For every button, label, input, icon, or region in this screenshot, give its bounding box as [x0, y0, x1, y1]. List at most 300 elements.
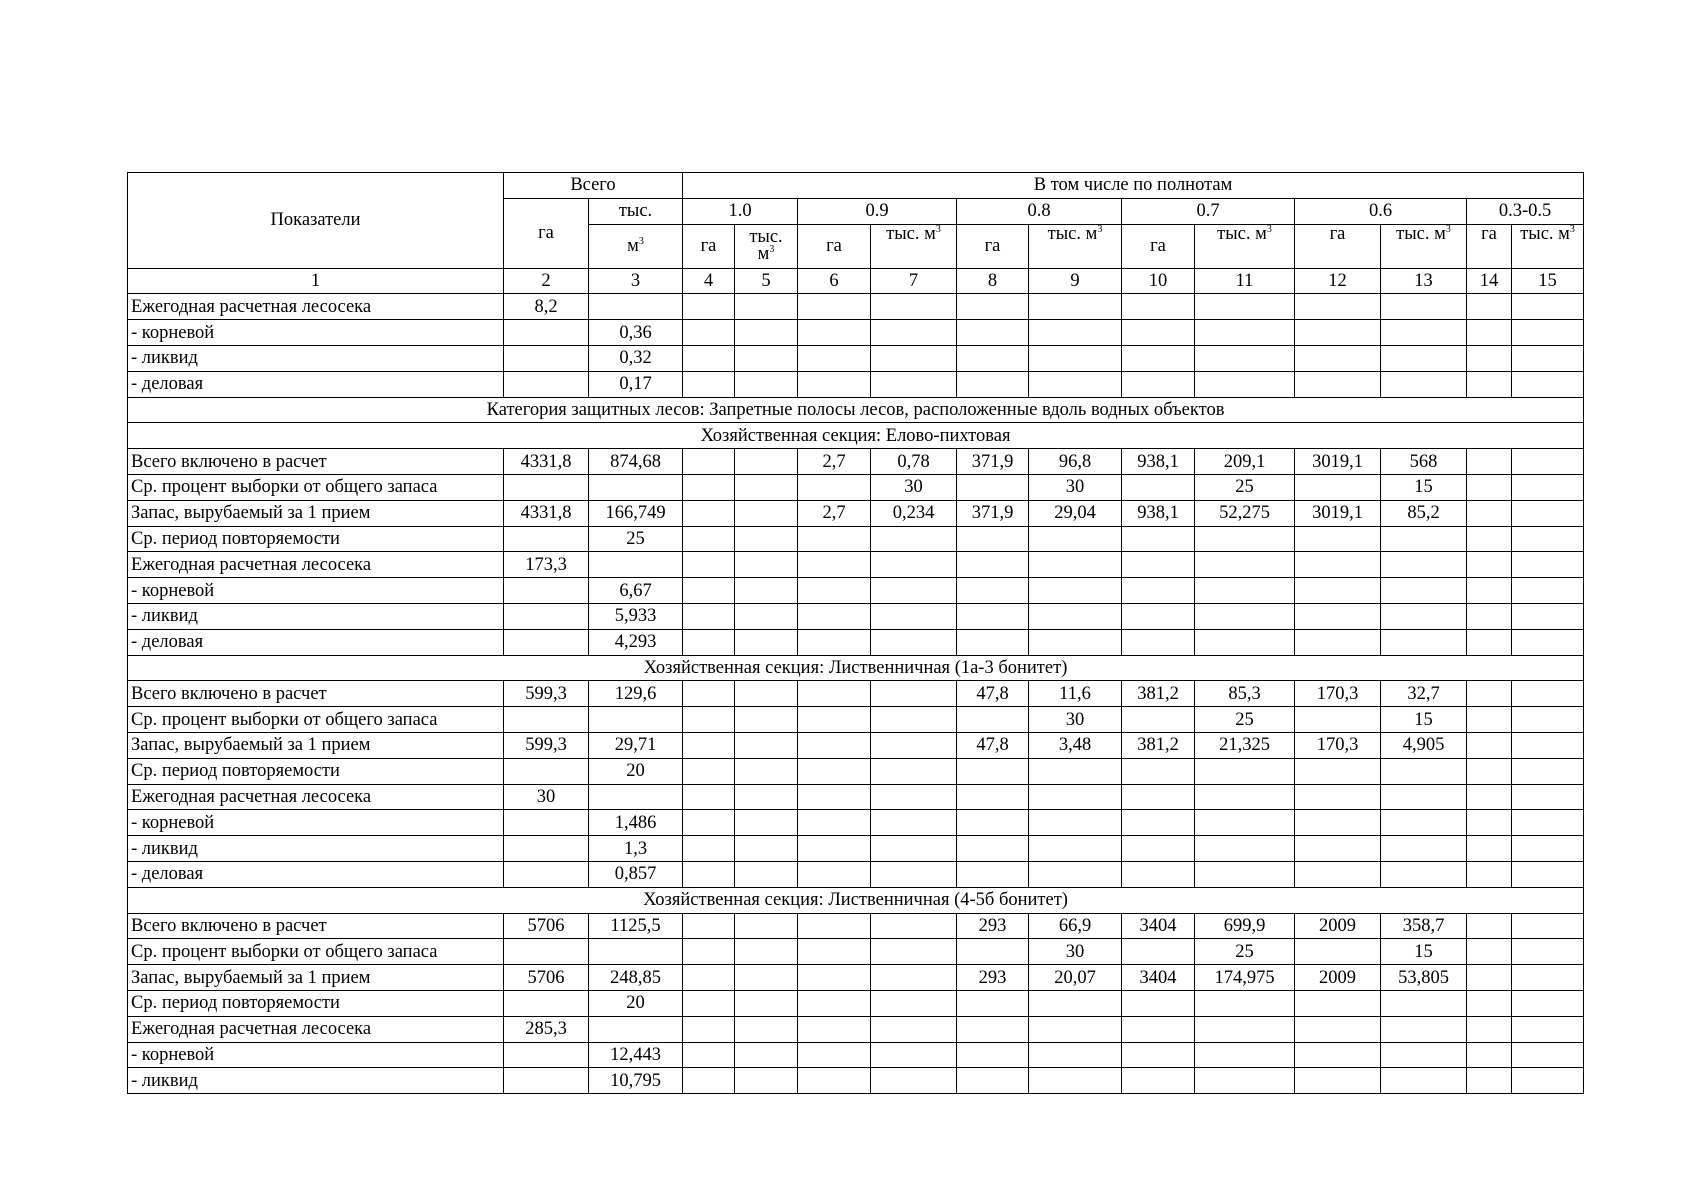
table-cell — [735, 732, 798, 758]
table-cell — [1195, 990, 1295, 1016]
table-cell — [1195, 1068, 1295, 1094]
table-cell — [504, 474, 589, 500]
table-cell — [957, 1042, 1029, 1068]
table-cell — [1512, 629, 1584, 655]
table-row — [128, 474, 1584, 500]
table-cell — [1029, 810, 1122, 836]
table-cell: 129,6 — [589, 681, 683, 707]
unit-header: тыс. $м^3$ — [871, 224, 957, 268]
density-header: 0.8 — [957, 198, 1122, 224]
total-thous-header: тыс. — [589, 198, 683, 224]
column-number: 4 — [683, 268, 735, 294]
table-cell — [683, 449, 735, 475]
table-cell — [1195, 810, 1295, 836]
table-cell: 5706 — [504, 913, 589, 939]
table-cell — [735, 965, 798, 991]
table-cell — [735, 603, 798, 629]
table-cell — [735, 449, 798, 475]
table-cell — [1381, 526, 1467, 552]
table-cell: 0,17 — [589, 371, 683, 397]
table-cell — [683, 707, 735, 733]
column-number: 12 — [1295, 268, 1381, 294]
table-cell — [683, 578, 735, 604]
table-cell — [1029, 526, 1122, 552]
table-cell — [1122, 371, 1195, 397]
table-row — [128, 629, 1584, 655]
table-cell — [1512, 320, 1584, 346]
table-cell — [1122, 861, 1195, 887]
table-cell — [504, 526, 589, 552]
table-cell: 25 — [1195, 474, 1295, 500]
table-cell — [1195, 320, 1295, 346]
table-cell — [504, 629, 589, 655]
table-cell: 874,68 — [589, 449, 683, 475]
header-row-1 — [128, 173, 1584, 199]
table-row — [128, 552, 1584, 578]
table-cell — [683, 1016, 735, 1042]
table-cell — [1195, 552, 1295, 578]
table-cell — [504, 1068, 589, 1094]
table-cell — [1467, 913, 1512, 939]
table-cell — [1122, 552, 1195, 578]
column-number: 14 — [1467, 268, 1512, 294]
table-cell: 3404 — [1122, 913, 1195, 939]
table-cell — [957, 578, 1029, 604]
table-cell — [957, 526, 1029, 552]
table-cell — [1295, 990, 1381, 1016]
table-cell — [798, 810, 871, 836]
table-cell — [589, 474, 683, 500]
table-cell — [957, 1016, 1029, 1042]
table-cell — [1029, 1042, 1122, 1068]
table-cell — [957, 990, 1029, 1016]
row-label: Запас, вырубаемый за 1 прием — [128, 732, 504, 758]
table-cell: 293 — [957, 965, 1029, 991]
table-cell — [1467, 1068, 1512, 1094]
row-label: Ср. процент выборки от общего запаса — [128, 474, 504, 500]
table-cell: 25 — [1195, 707, 1295, 733]
table-cell — [735, 990, 798, 1016]
row-label: Ср. период повторяемости — [128, 758, 504, 784]
table-cell — [957, 320, 1029, 346]
table-cell: 568 — [1381, 449, 1467, 475]
table-row — [128, 913, 1584, 939]
table-cell — [871, 939, 957, 965]
table-cell — [871, 836, 957, 862]
table-cell — [504, 990, 589, 1016]
table-cell — [798, 578, 871, 604]
table-cell — [957, 629, 1029, 655]
table-cell: 248,85 — [589, 965, 683, 991]
table-cell — [1512, 836, 1584, 862]
table-row — [128, 681, 1584, 707]
table-cell: 2009 — [1295, 965, 1381, 991]
table-cell — [1295, 836, 1381, 862]
table-cell — [1467, 603, 1512, 629]
table-cell — [683, 474, 735, 500]
table-row — [128, 603, 1584, 629]
column-number: 15 — [1512, 268, 1584, 294]
row-label: Ежегодная расчетная лесосека — [128, 1016, 504, 1042]
table-cell — [1512, 939, 1584, 965]
row-label: - деловая — [128, 629, 504, 655]
section-row — [128, 397, 1584, 423]
table-cell — [1195, 578, 1295, 604]
table-cell — [1467, 294, 1512, 320]
table-cell — [1467, 732, 1512, 758]
table-row — [128, 320, 1584, 346]
table-cell — [1381, 758, 1467, 784]
table-cell — [1467, 784, 1512, 810]
table-cell: 170,3 — [1295, 681, 1381, 707]
table-cell: 85,2 — [1381, 500, 1467, 526]
table-row — [128, 836, 1584, 862]
table-cell — [1467, 707, 1512, 733]
table-cell — [683, 939, 735, 965]
column-number: 11 — [1195, 268, 1295, 294]
table-cell — [871, 371, 957, 397]
table-cell: 30 — [1029, 707, 1122, 733]
table-cell — [1467, 861, 1512, 887]
table-cell: 174,975 — [1195, 965, 1295, 991]
table-cell: 5706 — [504, 965, 589, 991]
table-cell: 96,8 — [1029, 449, 1122, 475]
unit-header: га — [957, 224, 1029, 268]
table-cell — [871, 294, 957, 320]
density-header: 0.3-0.5 — [1467, 198, 1584, 224]
table-cell — [798, 474, 871, 500]
unit-header: га — [798, 224, 871, 268]
table-cell — [1295, 939, 1381, 965]
table-cell — [1512, 603, 1584, 629]
table-cell — [798, 913, 871, 939]
column-number: 5 — [735, 268, 798, 294]
table-cell — [504, 861, 589, 887]
total-ha-header: га — [504, 198, 589, 268]
unit-header: га — [1295, 224, 1381, 268]
table-cell — [683, 732, 735, 758]
table-cell — [1295, 861, 1381, 887]
table-cell — [1467, 758, 1512, 784]
table-cell: 6,67 — [589, 578, 683, 604]
table-cell — [1295, 345, 1381, 371]
table-cell: 599,3 — [504, 681, 589, 707]
table-cell: 53,805 — [1381, 965, 1467, 991]
table-cell — [1512, 449, 1584, 475]
table-cell — [1512, 578, 1584, 604]
row-label: - ликвид — [128, 345, 504, 371]
table-cell — [683, 345, 735, 371]
table-cell — [683, 500, 735, 526]
table-cell — [1029, 836, 1122, 862]
table-cell: 699,9 — [1195, 913, 1295, 939]
table-cell: 4,293 — [589, 629, 683, 655]
table-cell: 0,36 — [589, 320, 683, 346]
table-cell — [798, 320, 871, 346]
table-cell: 3019,1 — [1295, 500, 1381, 526]
table-cell — [1195, 603, 1295, 629]
table-cell — [1195, 1042, 1295, 1068]
table-cell — [683, 320, 735, 346]
section-row — [128, 655, 1584, 681]
table-cell — [683, 990, 735, 1016]
table-cell — [1122, 707, 1195, 733]
row-label: Ежегодная расчетная лесосека — [128, 784, 504, 810]
table-cell — [1122, 526, 1195, 552]
column-number: 13 — [1381, 268, 1467, 294]
section-row — [128, 887, 1584, 913]
table-cell: 8,2 — [504, 294, 589, 320]
table-cell — [504, 939, 589, 965]
row-label: Ежегодная расчетная лесосека — [128, 552, 504, 578]
table-cell — [1029, 603, 1122, 629]
table-cell — [1467, 345, 1512, 371]
table-cell — [1467, 474, 1512, 500]
table-cell: 1,486 — [589, 810, 683, 836]
table-cell — [1195, 629, 1295, 655]
table-cell — [504, 320, 589, 346]
table-cell — [871, 681, 957, 707]
table-cell — [1512, 965, 1584, 991]
table-cell — [798, 1042, 871, 1068]
table-cell: 938,1 — [1122, 449, 1195, 475]
table-cell — [957, 345, 1029, 371]
column-number: 6 — [798, 268, 871, 294]
table-cell — [683, 294, 735, 320]
table-cell: 47,8 — [957, 681, 1029, 707]
column-number: 3 — [589, 268, 683, 294]
table-row — [128, 732, 1584, 758]
table-row — [128, 294, 1584, 320]
table-cell — [1195, 345, 1295, 371]
table-cell — [1512, 681, 1584, 707]
by-density-header: В том числе по полнотам — [683, 173, 1584, 199]
table-cell — [1512, 345, 1584, 371]
row-label: - ликвид — [128, 1068, 504, 1094]
table-cell — [957, 603, 1029, 629]
table-cell — [683, 371, 735, 397]
table-cell — [798, 861, 871, 887]
table-cell — [1512, 732, 1584, 758]
table-cell — [1029, 1068, 1122, 1094]
table-cell — [1381, 1042, 1467, 1068]
table-cell — [1029, 320, 1122, 346]
table-cell — [1122, 836, 1195, 862]
table-cell — [504, 836, 589, 862]
table-cell — [683, 913, 735, 939]
table-cell — [1381, 1068, 1467, 1094]
column-number: 9 — [1029, 268, 1122, 294]
table-cell: 11,6 — [1029, 681, 1122, 707]
table-cell: 0,78 — [871, 449, 957, 475]
section-title: Категория защитных лесов: Запретные полосы лесов, расположенные вдоль водных объектов — [128, 397, 1584, 423]
table-cell — [1122, 784, 1195, 810]
table-cell — [798, 345, 871, 371]
table-cell — [1122, 603, 1195, 629]
section-title: Хозяйственная секция: Лиственничная (1а-3 бонитет) — [128, 655, 1584, 681]
table-cell — [798, 629, 871, 655]
table-cell — [1122, 810, 1195, 836]
table-cell — [735, 526, 798, 552]
table-cell — [798, 707, 871, 733]
table-cell — [871, 345, 957, 371]
table-cell — [1512, 913, 1584, 939]
table-cell — [1122, 939, 1195, 965]
table-cell — [735, 681, 798, 707]
table-cell — [1195, 836, 1295, 862]
table-cell — [1122, 758, 1195, 784]
table-cell — [1122, 990, 1195, 1016]
row-label: - корневой — [128, 1042, 504, 1068]
table-cell — [1381, 294, 1467, 320]
table-cell — [683, 603, 735, 629]
table-cell: 0,857 — [589, 861, 683, 887]
table-cell — [1467, 578, 1512, 604]
row-label: - корневой — [128, 320, 504, 346]
table-cell — [871, 629, 957, 655]
table-cell — [871, 913, 957, 939]
table-cell — [871, 526, 957, 552]
table-cell: 52,275 — [1195, 500, 1295, 526]
table-cell: 170,3 — [1295, 732, 1381, 758]
section-title: Хозяйственная секция: Елово-пихтовая — [128, 423, 1584, 449]
table-cell — [504, 345, 589, 371]
table-cell — [589, 294, 683, 320]
table-cell — [1295, 371, 1381, 397]
row-label: - ликвид — [128, 836, 504, 862]
table-cell — [1295, 629, 1381, 655]
table-cell — [1029, 294, 1122, 320]
table-cell — [1122, 578, 1195, 604]
table-cell — [871, 1042, 957, 1068]
table-cell — [504, 707, 589, 733]
table-cell: 1125,5 — [589, 913, 683, 939]
table-cell: 20 — [589, 758, 683, 784]
table-cell — [1512, 526, 1584, 552]
table-cell: 2,7 — [798, 500, 871, 526]
table-cell: 173,3 — [504, 552, 589, 578]
row-label: Ср. процент выборки от общего запаса — [128, 939, 504, 965]
table-cell: 285,3 — [504, 1016, 589, 1042]
table-cell — [1029, 345, 1122, 371]
table-cell: 30 — [1029, 474, 1122, 500]
table-cell — [871, 320, 957, 346]
table-cell — [798, 784, 871, 810]
table-cell — [683, 629, 735, 655]
table-cell — [871, 603, 957, 629]
table-cell — [871, 1068, 957, 1094]
table-cell — [1381, 371, 1467, 397]
table-cell — [1295, 603, 1381, 629]
table-cell — [1029, 1016, 1122, 1042]
table-cell: 3,48 — [1029, 732, 1122, 758]
table-cell — [871, 861, 957, 887]
table-cell — [957, 294, 1029, 320]
table-cell: 358,7 — [1381, 913, 1467, 939]
column-number-row — [128, 268, 1584, 294]
table-cell — [1467, 500, 1512, 526]
table-cell — [798, 681, 871, 707]
unit-header: га — [683, 224, 735, 268]
table-cell: 12,443 — [589, 1042, 683, 1068]
table-cell — [735, 500, 798, 526]
row-label: Всего включено в расчет — [128, 913, 504, 939]
table-cell — [1467, 1042, 1512, 1068]
table-cell — [1467, 629, 1512, 655]
table-cell — [798, 371, 871, 397]
column-number: 2 — [504, 268, 589, 294]
table-cell — [1122, 1016, 1195, 1042]
table-cell: 938,1 — [1122, 500, 1195, 526]
table-cell — [871, 1016, 957, 1042]
table-cell — [1122, 474, 1195, 500]
table-cell: 30 — [871, 474, 957, 500]
table-cell — [1512, 707, 1584, 733]
table-cell — [1381, 629, 1467, 655]
table-row — [128, 965, 1584, 991]
table-cell — [1467, 836, 1512, 862]
table-cell — [1512, 371, 1584, 397]
table-cell — [735, 320, 798, 346]
table-cell — [683, 861, 735, 887]
density-header: 0.6 — [1295, 198, 1467, 224]
table-cell: 0,32 — [589, 345, 683, 371]
table-cell — [1512, 1068, 1584, 1094]
unit-header: тыс. $м^3$ — [1029, 224, 1122, 268]
table-cell — [683, 784, 735, 810]
table-cell — [735, 810, 798, 836]
table-row — [128, 449, 1584, 475]
table-row — [128, 939, 1584, 965]
table-cell — [735, 758, 798, 784]
table-cell — [589, 552, 683, 578]
table-cell — [589, 707, 683, 733]
table-cell — [1467, 526, 1512, 552]
table-cell — [798, 939, 871, 965]
table-cell — [871, 578, 957, 604]
table-cell: 30 — [504, 784, 589, 810]
table-cell: 20 — [589, 990, 683, 1016]
table-cell — [1122, 345, 1195, 371]
table-row — [128, 500, 1584, 526]
row-label: Запас, вырубаемый за 1 прием — [128, 965, 504, 991]
table-cell — [957, 939, 1029, 965]
table-cell — [1512, 500, 1584, 526]
table-cell — [957, 861, 1029, 887]
table-cell — [1295, 1068, 1381, 1094]
table-cell — [1381, 552, 1467, 578]
table-cell — [683, 1068, 735, 1094]
row-label: Всего включено в расчет — [128, 449, 504, 475]
table-cell — [1195, 861, 1295, 887]
table-cell: 15 — [1381, 474, 1467, 500]
table-cell — [1381, 320, 1467, 346]
table-cell — [1381, 578, 1467, 604]
table-cell: 29,71 — [589, 732, 683, 758]
table-cell — [957, 758, 1029, 784]
table-cell: 66,9 — [1029, 913, 1122, 939]
table-cell — [1122, 294, 1195, 320]
row-label: Ежегодная расчетная лесосека — [128, 294, 504, 320]
table-cell — [683, 681, 735, 707]
table-row — [128, 1042, 1584, 1068]
table-cell — [1029, 578, 1122, 604]
table-cell — [1029, 861, 1122, 887]
row-label: Ср. период повторяемости — [128, 990, 504, 1016]
table-cell — [1295, 294, 1381, 320]
table-row — [128, 1068, 1584, 1094]
table-cell: 15 — [1381, 939, 1467, 965]
